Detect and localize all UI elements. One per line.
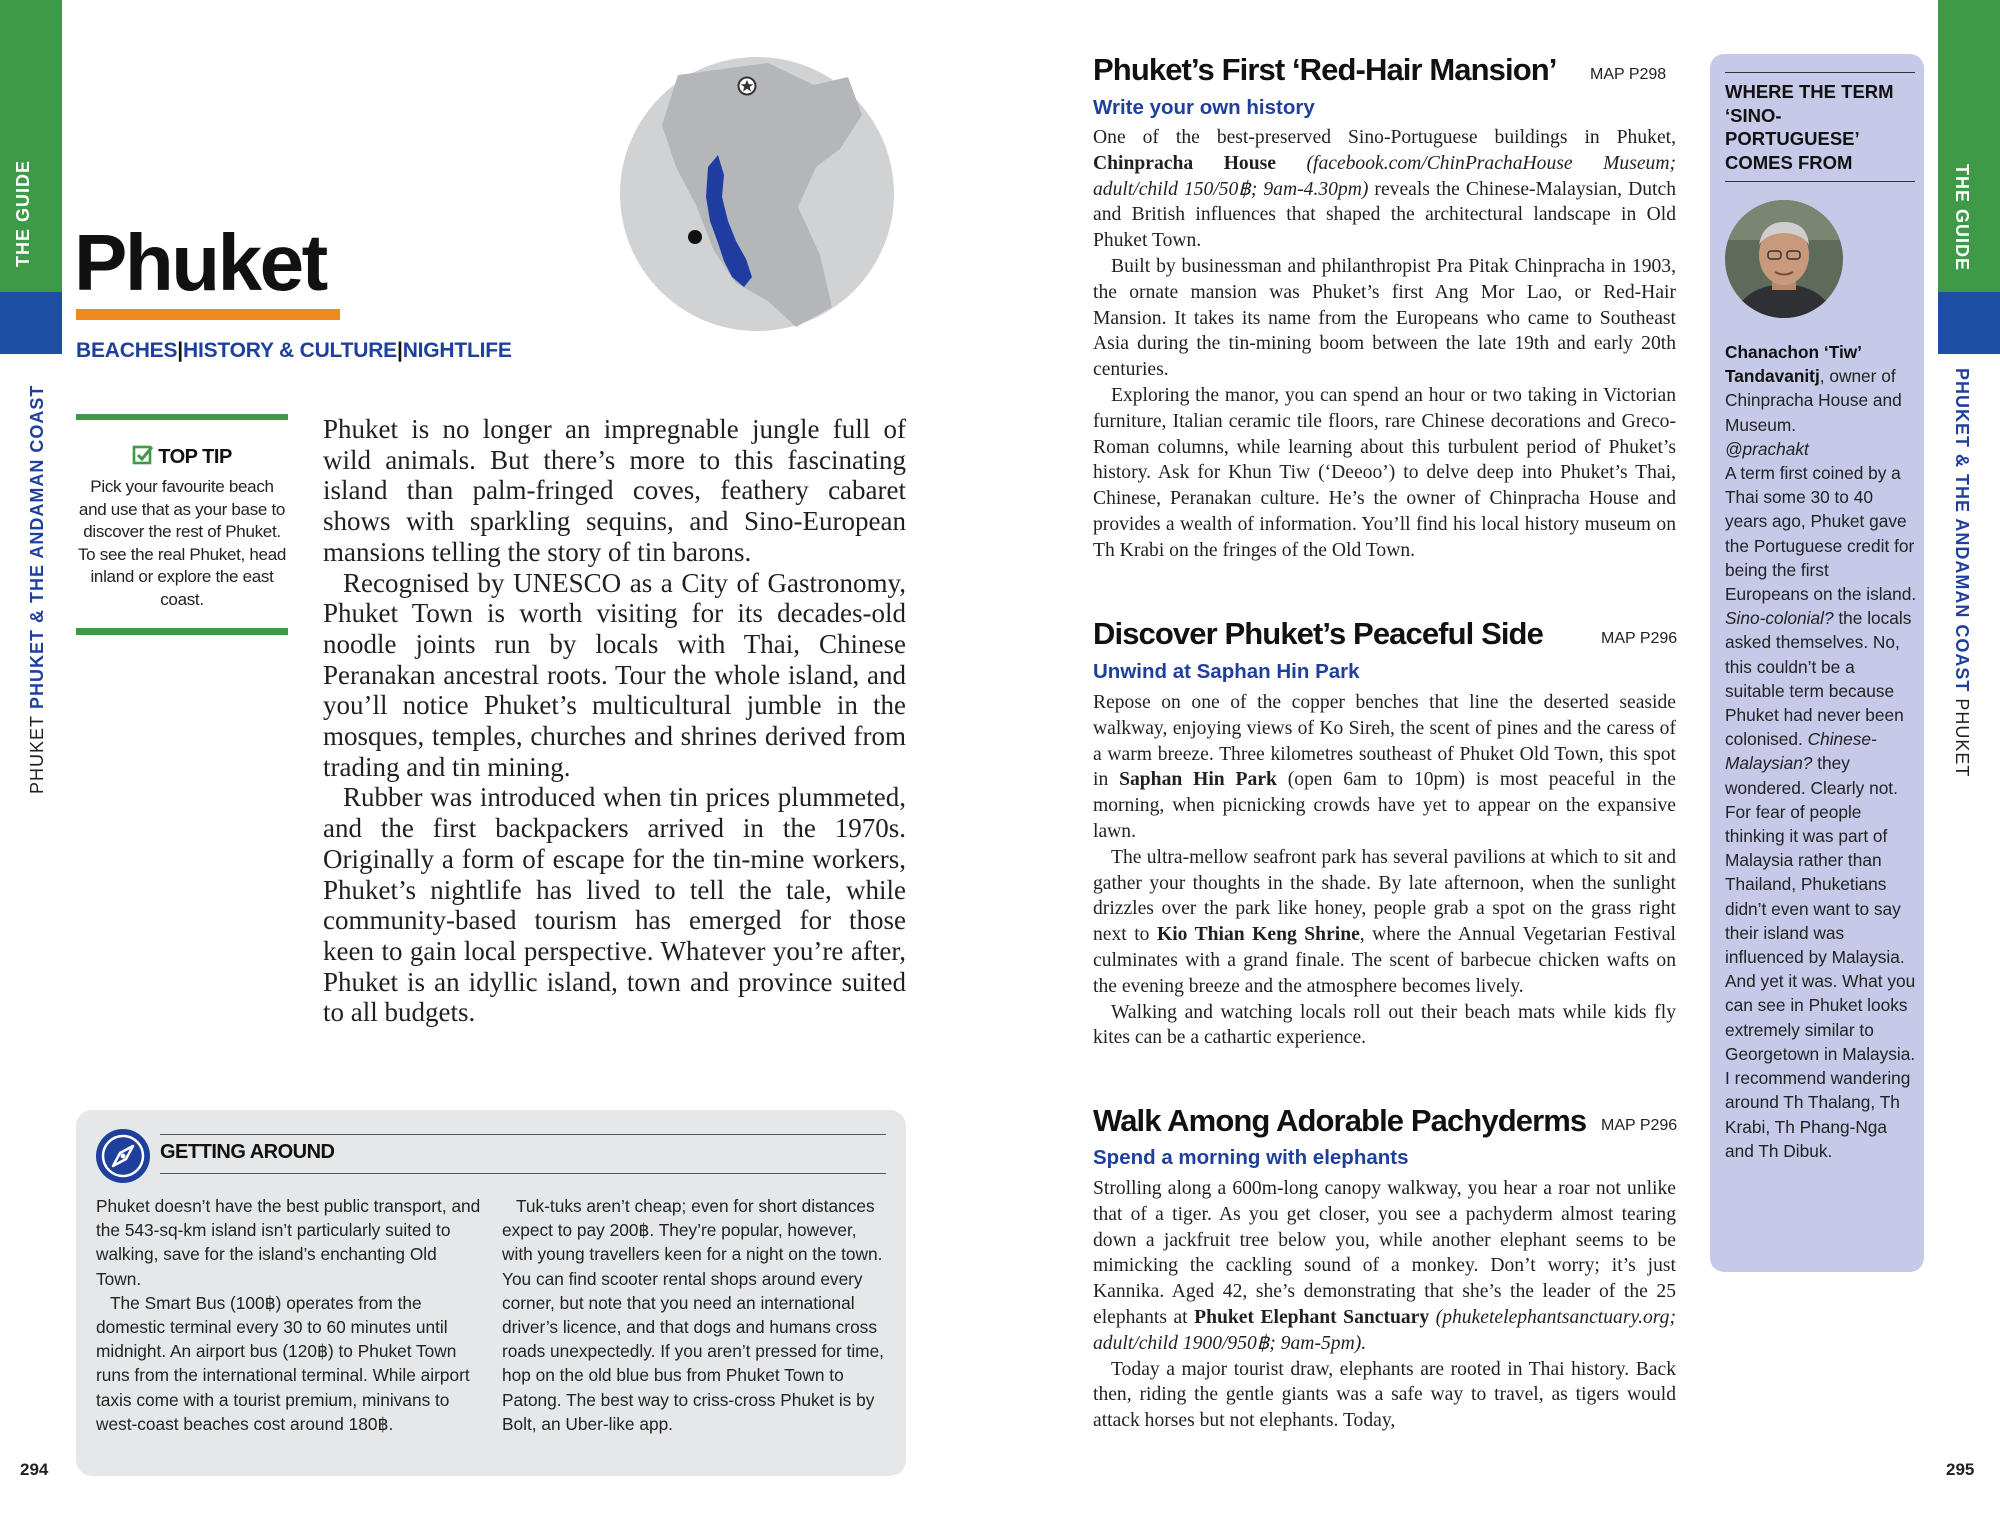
section-subtitle: Unwind at Saphan Hin Park [1093, 660, 1360, 683]
body-text: The ultra-mellow seafront park has several pavilions at which to sit and gather your thoughts in the shade. By late afternoon, when the sunlight drizzles over the park like honey, people grab a spot on the grass right next to [1093, 846, 1676, 946]
body-paragraph [1093, 125, 1676, 254]
left-section-label [27, 368, 48, 794]
body-text: Repose on one of the copper benches that line the deserted seaside walkway, enjoying views of Ko Sireh, the scent of pines and the caress of a warm breeze. Three kilometres southeast of Phuket Old Town, this spot in [1093, 692, 1676, 791]
body-paragraph: Today a major tourist draw, elephants are rooted in Thai history. Back then, riding the gentle giants was a safe way to travel, as tigers would attack horses but not elephants. Today, [1093, 1358, 1676, 1432]
intro-text [323, 414, 906, 1028]
title-underline [76, 309, 340, 320]
venue-name-saphan-hin-park: Saphan Hin Park [1119, 769, 1277, 791]
sidebar-quote [1725, 461, 1917, 1163]
body-paragraph: Exploring the manor, you can spend an hour or two taking in Victorian furniture, Italian ceramic tile floors, rare Chinese decorations and Greco-Roman columns, while learning about this turbulent period of Phuket’s history. Ask for Khun Tiw (‘Deeoo’) to delve deep into Phuket’s Thai, Chinese, Peranakan culture. He’s the owner of Chinpracha House and provides a wealth of information. You’ll find his local history museum on Th Krabi on the fringes of the Old Town. [1093, 384, 1676, 561]
left-section-tab-marker [0, 292, 62, 354]
intro-paragraph: Rubber was introduced when tin prices plummeted, and the first backpackers arrived in the 1970s. Originally a form of escape for the tin-mine workers, Phuket’s nightlife has lived to tell the tale, while community-based tourism has emerged for those keen to gain local perspective. Whatever you’re after, Phuket is an idyllic island, town and province suited to all budgets. [323, 782, 906, 1028]
body-paragraph [1093, 1176, 1676, 1357]
getting-around-label: GETTING AROUND [160, 1141, 335, 1163]
getting-around-col-1 [96, 1194, 481, 1436]
body-paragraph [1093, 845, 1676, 1000]
left-section-prefix: PHUKET [27, 714, 47, 794]
body-paragraph [1093, 690, 1676, 845]
right-section-tab-marker [1938, 292, 2000, 354]
sidebar-box [1710, 54, 1924, 1272]
section-title-red-hair-mansion: Phuket’s First ‘Red-Hair Mansion’ [1093, 52, 1557, 87]
section-body-peaceful-side [1093, 690, 1676, 1051]
tag-list [76, 339, 512, 363]
right-section-name: PHUKET & THE ANDAMAN COAST [1952, 368, 1972, 693]
compass-icon [95, 1128, 151, 1184]
getting-around-paragraph: Phuket doesn’t have the best public transport, and the 543-sq-km island isn’t particularly suited to walking, save for the island’s enchanting Old Town. [96, 1196, 481, 1289]
venue-name-elephant-sanctuary: Phuket Elephant Sanctuary [1194, 1306, 1430, 1328]
quote-text: the locals asked themselves. No, this couldn’t be a suitable term because Phuket had never been colonised. [1725, 608, 1912, 750]
body-text: Strolling along a 600m-long canopy walkway, you hear a roar not unlike that of a tiger. As you get closer, you see a pachyderm almost tearing down a jackfruit tree below you, while another elephant seems to be mimicking the cackling sound of a monkey. Don’t worry; it’s just Kannika. Aged 42, she’s demonstrating that she’s the leader of the 25 elephants at [1093, 1178, 1676, 1328]
page-number-left: 294 [20, 1460, 49, 1479]
page-number-right: 295 [1946, 1460, 1975, 1479]
top-tip-rule-top [76, 414, 288, 420]
getting-around-paragraph: The Smart Bus (100฿) operates from the domestic terminal every 30 to 60 minutes until midnight. An airport bus (120฿) to Phuket Town runs from the international terminal. While airport taxis come with a tourist premium, minivans to west-coast beaches cost around 180฿. [96, 1292, 470, 1434]
body-text: One of the best-preserved Sino-Portuguese buildings in Phuket, [1093, 127, 1676, 148]
tag-separator: | [397, 339, 403, 362]
location-dot-icon [688, 230, 702, 244]
quote-text: A term first coined by a Thai some 30 to 40 years ago, Phuket gave the Portuguese credit for being the first Europeans on the island. [1725, 463, 1917, 605]
section-subtitle: Write your own history [1093, 96, 1315, 119]
intro-paragraph: Recognised by UNESCO as a City of Gastronomy, Phuket Town is worth visiting for its decades-old noodle joints run by locals with Thai, Chinese Peranakan ancestral roots. Tour the whole island, and you’ll notice Phuket’s multicultural jumble in the mosques, temples, churches and shrines derived from trading and tin mining. [323, 567, 906, 782]
tag-nightlife[interactable]: NIGHTLIFE [402, 339, 512, 362]
locator-map [618, 55, 896, 333]
getting-around-rule-bottom [160, 1173, 886, 1174]
sidebar-heading: WHERE THE TERM ‘SINO-PORTUGUESE’ COMES FROM [1725, 81, 1894, 173]
map-ref-link[interactable]: MAP P298 [1590, 66, 1667, 83]
quote-text: they wondered. Clearly not. For fear of people thinking it was part of Malaysia rather than Thailand, Phuketians didn’t even want to say their island was influenced by Malaysia. And yet it was. What you can see in Phuket looks extremely similar to Georgetown in Malaysia. I recommend wandering around Th Thalang, Th Krabi, Th Phang-Nga and Th Dibuk. [1725, 753, 1916, 1161]
right-section-label [1951, 368, 1972, 777]
person-credit [1725, 340, 1917, 437]
body-text: (open 6am to 10pm) is most peaceful in the morning, when picnicking crowds have yet to appear on the expansive lawn. [1093, 769, 1677, 842]
tag-history-culture[interactable]: HISTORY & CULTURE [182, 339, 397, 362]
section-title-peaceful-side: Discover Phuket’s Peaceful Side [1093, 616, 1543, 651]
top-tip-box [76, 414, 288, 636]
body-paragraph: Built by businessman and philanthropist Pra Pitak Chinpracha in 1903, the ornate mansion was Phuket’s first Ang Mor Lao, or Red-Hair Mansion. It takes its name from the Europeans who came to Southeast Asia during the tin-mining boom between the late 19th and early 20th centuries. [1093, 255, 1676, 381]
checkbox-icon [132, 444, 154, 466]
getting-around-box [76, 1110, 906, 1476]
top-tip-rule-bottom [76, 628, 288, 635]
sidebar-rule-top [1725, 72, 1915, 73]
section-body-red-hair-mansion [1093, 125, 1676, 564]
getting-around-rule-top [160, 1134, 886, 1135]
right-guide-tab [1938, 0, 2000, 292]
venue-details: (facebook.com/ChinPrachaHouse Museum; adult/child 150/50฿; 9am-4.30pm) [1093, 152, 1676, 200]
person-name: Chanachon ‘Tiw’ Tandavanitj [1725, 342, 1862, 387]
tag-separator: | [177, 339, 183, 362]
body-text: reveals the Chinese-Malaysian, Dutch and British influences that shaped the architectural landscape in Old Phuket Town. [1093, 178, 1676, 252]
body-text: , where the Annual Vegetarian Festival culminates with a grand finale. The scent of barbecue chicken wafts on the evening breeze and the atmosphere becomes lively. [1093, 924, 1676, 997]
page-title: Phuket [74, 218, 326, 307]
venue-name-chinpracha-house: Chinpracha House [1093, 152, 1276, 174]
section-title-pachyderms: Walk Among Adorable Pachyderms [1093, 1103, 1587, 1138]
section-body-pachyderms [1093, 1176, 1676, 1434]
venue-name-kio-thian-keng-shrine: Kio Thian Keng Shrine [1156, 924, 1360, 946]
sidebar-body [1725, 340, 1917, 1163]
top-tip-label: TOP TIP [158, 446, 232, 468]
map-ref-link[interactable]: MAP P296 [1601, 1117, 1678, 1134]
person-description: , owner of Chinpracha House and Museum. [1725, 366, 1902, 435]
map-ref-link[interactable]: MAP P296 [1601, 630, 1678, 647]
top-tip-header [76, 444, 288, 469]
intro-paragraph: Phuket is no longer an impregnable jungle full of wild animals. But there’s more to this fascinating island than palm-fringed coves, feathery cabaret shows with sparkling sequins, and Sino-European mansions telling the story of tin barons. [323, 414, 906, 567]
tag-beaches[interactable]: BEACHES [76, 339, 178, 362]
quote-italic: Chinese-Malaysian? [1725, 729, 1877, 774]
section-subtitle: Spend a morning with elephants [1093, 1146, 1409, 1169]
left-section-name: PHUKET & THE ANDAMAN COAST [27, 384, 47, 709]
star-icon [739, 78, 756, 95]
body-paragraph: Walking and watching locals roll out their beach mats while kids fly kites can be a cathartic experience. [1093, 1001, 1676, 1049]
left-guide-tab [0, 0, 62, 292]
getting-around-col-2 [502, 1194, 886, 1436]
left-guide-label: THE GUIDE [13, 160, 33, 268]
person-handle[interactable]: @prachakt [1725, 438, 1809, 459]
right-guide-label: THE GUIDE [1952, 164, 1972, 272]
portrait-photo [1725, 200, 1843, 318]
sidebar-rule-bottom [1725, 181, 1915, 182]
venue-details: (phuketelephantsanctuary.org; adult/child 1900/950฿; 9am-5pm). [1093, 1306, 1676, 1354]
top-tip-text: Pick your favourite beach and use that as your base to discover the rest of Phuket. To see the real Phuket, head inland or explore the east coast. [77, 477, 287, 609]
getting-around-paragraph: Tuk-tuks aren’t cheap; even for short distances expect to pay 200฿. They’re popular, however, with young travellers keen for a night on the town. You can find scooter rental shops around every corner, but note that you need an international driver’s licence, and that dogs and humans cross roads unexpectedly. If you aren’t pressed for time, hop on the old blue bus from Phuket Town to Patong. The best way to criss-cross Phuket is by Bolt, an Uber-like app. [502, 1196, 884, 1434]
right-section-suffix: PHUKET [1952, 698, 1972, 778]
quote-italic: Sino-colonial? [1725, 608, 1834, 629]
